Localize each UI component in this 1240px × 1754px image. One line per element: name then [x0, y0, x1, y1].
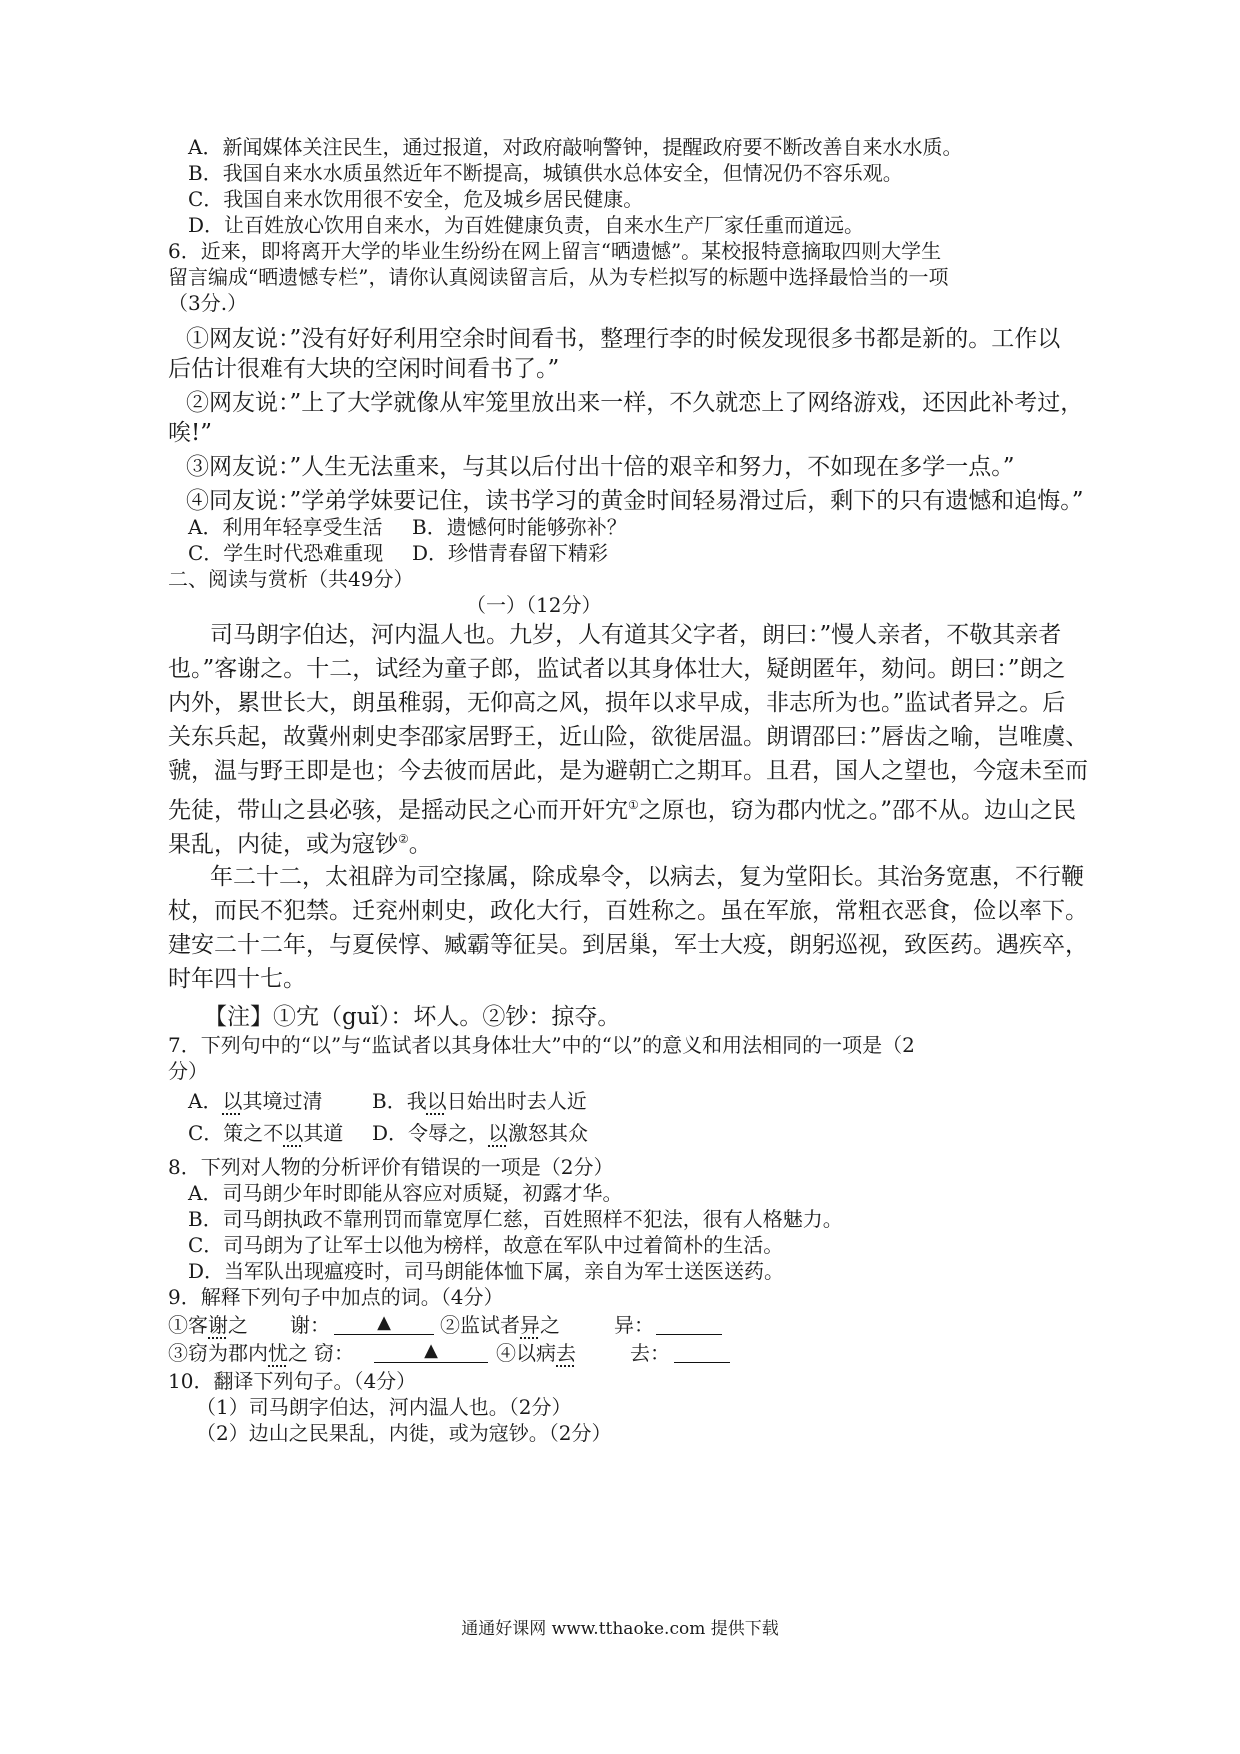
option-text: 其道 — [303, 1121, 344, 1145]
passage-line: 年二十二，太祖辟为司空掾属，除成皋令，以病去，复为堂阳长。其治务宽惠，不行鞭 — [210, 864, 1084, 890]
item-text: 之 — [540, 1313, 560, 1337]
dotted-word: 谢 — [208, 1313, 228, 1337]
section-heading: 二、阅读与赏析（共49分） — [168, 567, 414, 591]
dotted-word: 以 — [222, 1089, 243, 1113]
page-footer: 通通好课网 www.tthaoke.com 提供下载 — [461, 1619, 779, 1639]
option-text: 其境过清 — [242, 1089, 323, 1113]
q7-stem-line2: 分） — [168, 1059, 208, 1083]
q9-stem: 9．解释下列句子中加点的词。（4分） — [168, 1285, 504, 1309]
q6-message-4: ④同友说：”学弟学妹要记住，读书学习的黄金时间轻易滑过后，剩下的只有遗憾和追悔。” — [186, 488, 1084, 514]
q10-sentence-2: （2）边山之民果乱，内徙，或为寇钞。（2分） — [196, 1421, 612, 1445]
option-text: A． — [188, 1089, 223, 1113]
passage-line: 时年四十七。 — [168, 966, 306, 992]
item-text: ②监试者 — [440, 1313, 520, 1337]
triangle-icon: ▲ — [424, 1340, 438, 1361]
q6-message-2-line1: ②网友说：”上了大学就像从牢笼里放出来一样，不久就恋上了网络游戏，还因此补考过， — [186, 390, 1084, 416]
q10-stem: 10．翻译下列句子。（4分） — [168, 1369, 417, 1393]
q9-item-1-label: 谢： — [290, 1313, 330, 1337]
q7-option-b — [372, 1088, 587, 1114]
q5-option-b: B．我国自来水水质虽然近年不断提高，城镇供水总体安全，但情况仍不容乐观。 — [188, 161, 903, 185]
passage-line: 建安二十二年，与夏侯惇、臧霸等征吴。到居巢，军士大疫，朗躬巡视，致医药。遇疾卒， — [168, 932, 1088, 958]
option-text: C．策之不 — [188, 1121, 284, 1145]
dotted-word: 以 — [426, 1089, 447, 1113]
dotted-word: 异 — [520, 1313, 540, 1337]
q8-option-b: B．司马朗执政不靠刑罚而靠宽厚仁慈，百姓照样不犯法，很有人格魅力。 — [188, 1207, 843, 1231]
q9-item-3-label: 窃： — [314, 1341, 354, 1365]
q10-sentence-1: （1）司马朗字伯达，河内温人也。（2分） — [196, 1395, 572, 1419]
q8-option-d: D．当军队出现瘟疫时，司马朗能体恤下属，亲自为军士送医送药。 — [188, 1259, 785, 1283]
passage-line: 内外，累世长大，朗虽稚弱，无仰高之风，损年以求早成，非志所为也。”监试者异之。后 — [168, 690, 1066, 716]
q6-stem-line2: 留言编成“晒遗憾专栏”，请你认真阅读留言后，从为专栏拟写的标题中选择最恰当的一项 — [168, 265, 949, 289]
q7-option-c — [188, 1120, 343, 1146]
q9-answer-blank-1[interactable] — [334, 1312, 434, 1335]
passage-line: 也。”客谢之。十二，试经为童子郎，监试者以其身体壮大，疑朗匿年，劾问。朗曰：”朗之 — [168, 656, 1066, 682]
footnote-marker: ① — [628, 798, 639, 812]
q5-option-a: A．新闻媒体关注民生，通过报道，对政府敲响警钟，提醒政府要不断改善自来水水质。 — [188, 135, 963, 159]
q6-stem-line1: 6．近来，即将离开大学的毕业生纷纷在网上留言“晒遗憾”。某校报特意摘取四则大学生 — [168, 239, 942, 263]
q9-answer-blank-2[interactable] — [656, 1312, 722, 1335]
dotted-word: 以 — [283, 1121, 304, 1145]
item-text: ①客 — [168, 1313, 208, 1337]
q6-option-d: D．珍惜青春留下精彩 — [412, 541, 609, 565]
q9-item-4 — [496, 1340, 576, 1366]
q6-message-2-line2: 唉!” — [168, 420, 213, 446]
dotted-word: 以 — [488, 1121, 509, 1145]
dotted-word: 去 — [556, 1341, 576, 1365]
passage-note: 【注】①宄（guǐ）：坏人。②钞：掠夺。 — [204, 1004, 621, 1030]
dotted-word: 忧 — [268, 1341, 288, 1365]
footnote-marker: ② — [398, 832, 409, 846]
passage-text: 先徒，带山之县必骇，是摇动民之心而开奸宄 — [168, 797, 628, 824]
sub-section-heading: （一）（12分） — [466, 593, 602, 617]
q7-stem-line1: 7．下列句中的“以”与“监试者以其身体壮大”中的“以”的意义和用法相同的一项是（2 — [168, 1033, 915, 1057]
option-text: 日始出时去人近 — [446, 1089, 587, 1113]
q6-option-c: C．学生时代恐难重现 — [188, 541, 384, 565]
passage-text: 果乱，内徒，或为寇钞 — [168, 831, 398, 858]
passage-line: 杖，而民不犯禁。迁兖州刺史，政化大行，百姓称之。虽在军旅，常粗衣恶食，俭以率下。 — [168, 898, 1088, 924]
passage-text: 。 — [408, 831, 432, 858]
q7-option-d — [372, 1120, 588, 1146]
q6-option-a: A．利用年轻享受生活 — [188, 515, 383, 539]
q9-answer-blank-3[interactable] — [374, 1340, 488, 1363]
option-text: B．我 — [372, 1089, 427, 1113]
q8-stem: 8．下列对人物的分析评价有错误的一项是（2分） — [168, 1155, 614, 1179]
item-text: ③窃为郡内 — [168, 1341, 268, 1365]
passage-line: 关东兵起，故冀州刺史李邵家居野王，近山险，欲徙居温。朗谓邵曰：”唇齿之喻，岂唯虞、 — [168, 724, 1089, 750]
q9-item-3 — [168, 1340, 308, 1366]
q9-item-1 — [168, 1312, 248, 1338]
passage-line: 虢，温与野王即是也；今去彼而居此，是为避朝亡之期耳。且君，国人之望也，今寇未至而 — [168, 758, 1088, 784]
option-text: D．令辱之， — [372, 1121, 489, 1145]
q7-option-a — [188, 1088, 322, 1114]
q9-item-2 — [440, 1312, 560, 1338]
option-text: 激怒其众 — [508, 1121, 589, 1145]
q6-message-1-line1: ①网友说：”没有好好利用空余时间看书，整理行李的时候发现很多书都是新的。工作以 — [186, 326, 1061, 352]
passage-line — [168, 790, 1076, 826]
q6-message-3: ③网友说：”人生无法重来，与其以后付出十倍的艰辛和努力，不如现在多学一点。” — [186, 454, 1015, 480]
q9-item-4-label: 去： — [630, 1341, 670, 1365]
q6-stem-line3: （3分.） — [168, 291, 248, 315]
triangle-icon: ▲ — [377, 1312, 391, 1333]
q8-option-a: A．司马朗少年时即能从容应对质疑，初露才华。 — [188, 1181, 623, 1205]
q6-option-b: B．遗憾何时能够弥补？ — [412, 515, 627, 539]
passage-line: 司马朗字伯达，河内温人也。九岁，人有道其父字者，朗曰：”慢人亲者，不敬其亲者 — [210, 622, 1062, 648]
q8-option-c: C．司马朗为了让军士以他为榜样，故意在军队中过着简朴的生活。 — [188, 1233, 784, 1257]
item-text: 之 — [228, 1313, 248, 1337]
item-text: ④以病 — [496, 1341, 556, 1365]
passage-text: 之原也，窃为郡内忧之。”邵不从。边山之民 — [638, 797, 1077, 824]
q5-option-d: D．让百姓放心饮用自来水，为百姓健康负责，自来水生产厂家任重而道远。 — [188, 213, 865, 237]
q9-item-2-label: 异： — [614, 1313, 654, 1337]
q5-option-c: C．我国自来水饮用很不安全，危及城乡居民健康。 — [188, 187, 644, 211]
passage-line — [168, 824, 432, 860]
q6-message-1-line2: 后估计很难有大块的空闲时间看书了。” — [168, 356, 560, 382]
q9-answer-blank-4[interactable] — [674, 1340, 730, 1363]
item-text: 之 — [288, 1341, 308, 1365]
